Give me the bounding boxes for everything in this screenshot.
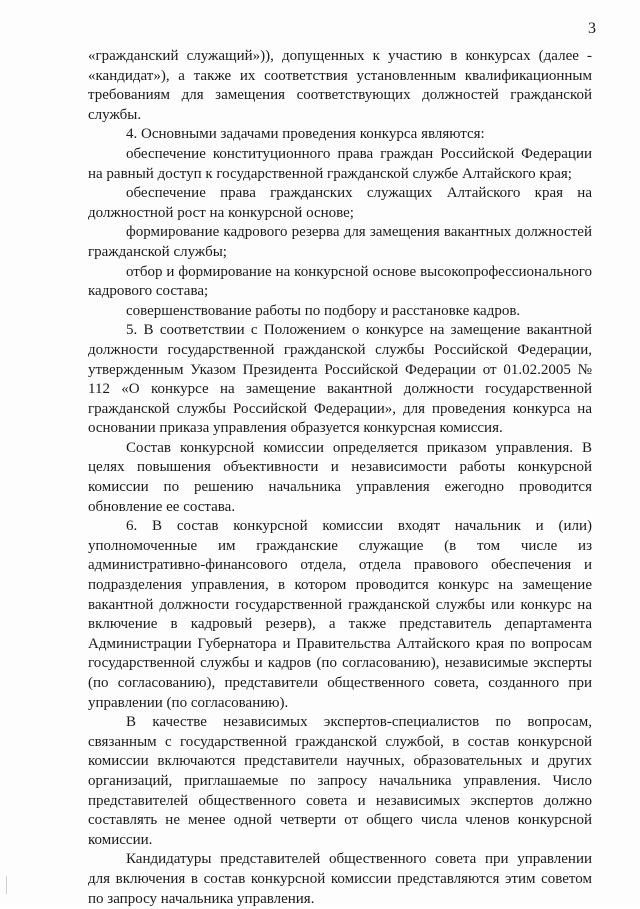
paragraph-continuation: «гражданский служащий»)), допущенных к участию в конкурсах (далее - «кандидат»), а также их соответствия установленным квалификационным требованиям для замещения соответствующих должностей гражданской службы.: [88, 48, 592, 123]
paragraph-task-5: совершенствование работы по подбору и расстановке кадров.: [126, 302, 521, 319]
paragraph-item-4: 4. Основными задачами проведения конкурса являются:: [126, 126, 485, 143]
paragraph-item-5: 5. В соответствии с Положением о конкурсе на замещение вакантной должности государственной гражданской службы Российской Федерации, утвержденным Указом Президента Российской Федерации от 01.02.2005 № 112 «О конкурсе на замещение вакантной должности государственной гражданской службы Российской Федерации», для проведения конкурса на основании приказа управления образуется конкурсная комиссия.: [88, 322, 592, 437]
paragraph-task-3: формирование кадрового резерва для замещения вакантных должностей гражданской службы;: [88, 224, 592, 260]
scan-edge-mark: [6, 876, 7, 894]
paragraph-task-4: отбор и формирование на конкурсной основе высокопрофессионального кадрового состава;: [88, 263, 592, 300]
paragraph-task-1: обеспечение конституционного права граждан Российской Федерации на равный доступ к государственной гражданской службе Алтайского края;: [88, 145, 592, 182]
paragraph-commission-composition: Состав конкурсной комиссии определяется приказом управления. В целях повышения объективности и независимости работы конкурсной комиссии по решению начальника управления ежегодно проводится обновление ее состава.: [88, 439, 592, 515]
paragraph-candidates: Кандидатуры представителей общественного совета при управлении для включения в состав конкурсной комиссии представляются этим советом по запросу начальника управления.: [88, 851, 592, 907]
paragraph-item-6: 6. В состав конкурсной комиссии входят начальник и (или) уполномоченные им гражданские служащие (в том числе из административно-финансового отдела, отдела правового обеспечения и подразделения управления, в котором проводится конкурс на замещение вакантной должности государственной гражданской службы или конкурс на включение в кадровый резерв), а также представитель департамента Администрации Губернатора и Правительства Алтайского края по вопросам государственной службы и кадров (по согласованию), независимые эксперты (по согласованию), представители общественного совета, созданного при управлении (по согласованию).: [88, 518, 592, 711]
paragraph-independent-experts: В качестве независимых экспертов-специалистов по вопросам, связанным с государственной гражданской службой, в состав конкурсной комиссии включаются представители научных, образовательных и других организаций, приглашаемые по запросу начальника управления. Число представителей общественного совета и независимых экспертов должно составлять не менее одной четверти от общего числа членов конкурсной комиссии.: [88, 714, 592, 848]
paragraph-task-2: обеспечение права гражданских служащих Алтайского края на должностной рост на конкурсной основе;: [88, 185, 592, 221]
document-body: [88, 47, 592, 909]
page-number: 3: [588, 20, 596, 37]
